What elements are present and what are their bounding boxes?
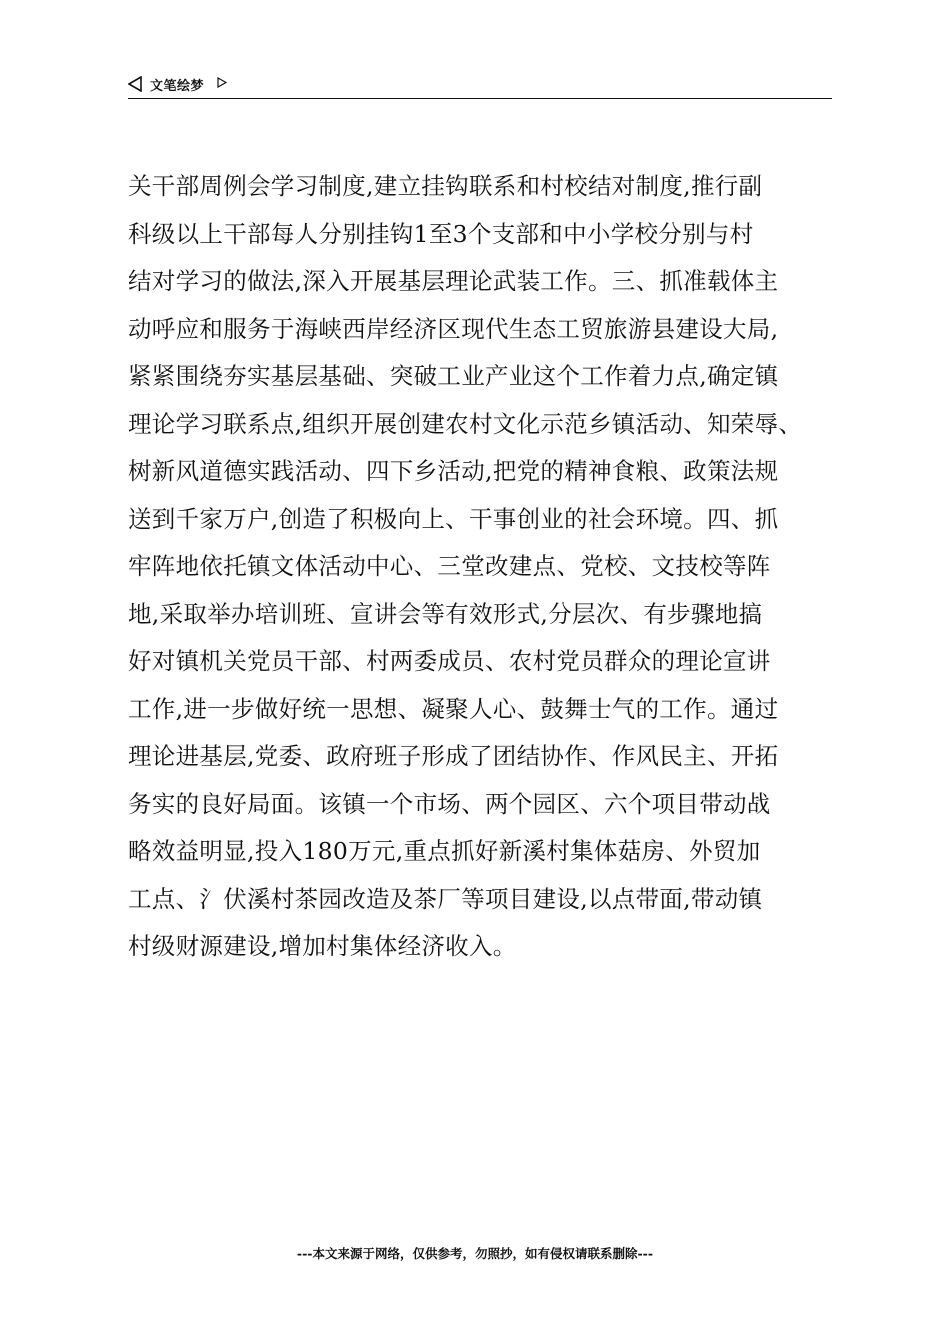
- body-line: 地,采取举办培训班、宣讲会等有效形式,分层次、有步骤地搞: [128, 599, 763, 628]
- body-line: 科级以上干部每人分别挂钩1至3个支部和中小学校分别与村: [128, 219, 754, 248]
- body-line: 务实的良好局面。该镇一个市场、两个园区、六个项目带动战: [128, 789, 771, 818]
- body-line: 树新风道德实践活动、四下乡活动,把党的精神食粮、政策法规: [128, 457, 779, 485]
- body-line: 关干部周例会学习制度,建立挂钩联系和村校结对制度,推行副: [128, 172, 763, 200]
- body-line: 好对镇机关党员干部、村两委成员、农村党员群众的理论宣讲: [128, 647, 771, 675]
- body-line: 工作,进一步做好统一思想、凝聚人心、鼓舞士气的工作。通过: [128, 694, 779, 723]
- body-line: 理论进基层,党委、政府班子形成了团结协作、作风民主、开拓: [128, 742, 779, 770]
- body-line: 略效益明显,投入180万元,重点抓好新溪村集体菇房、外贸加: [128, 837, 761, 865]
- right-triangle-icon: [217, 77, 227, 88]
- page-header: [128, 72, 832, 99]
- body-line: 动呼应和服务于海峡西岸经济区现代生态工贸旅游县建设大局,: [128, 314, 779, 343]
- header-title: 文笔绘梦: [150, 79, 205, 94]
- left-triangle-icon: [128, 76, 142, 92]
- body-line: 村级财源建设,增加村集体经济收入。: [128, 932, 517, 960]
- body-line: 牢阵地依托镇文体活动中心、三堂改建点、党校、文技校等阵: [128, 552, 771, 580]
- body-line: 结对学习的做法,深入开展基层理论武装工作。三、抓准载体主: [128, 267, 779, 295]
- document-body: [128, 163, 840, 971]
- body-line: 工点、氵伏溪村茶园改造及茶厂等项目建设,以点带面,带动镇: [128, 884, 763, 913]
- footer-disclaimer: ---本文来源于网络，仅供参考，勿照抄，如有侵权请联系删除---: [296, 1246, 654, 1261]
- body-line: 紧紧围绕夯实基层基础、突破工业产业这个工作着力点,确定镇: [128, 362, 779, 390]
- body-line: 理论学习联系点,组织开展创建农村文化示范乡镇活动、知荣辱、: [128, 409, 803, 438]
- body-line: 送到千家万户,创造了积极向上、干事创业的社会环境。四、抓: [128, 504, 779, 533]
